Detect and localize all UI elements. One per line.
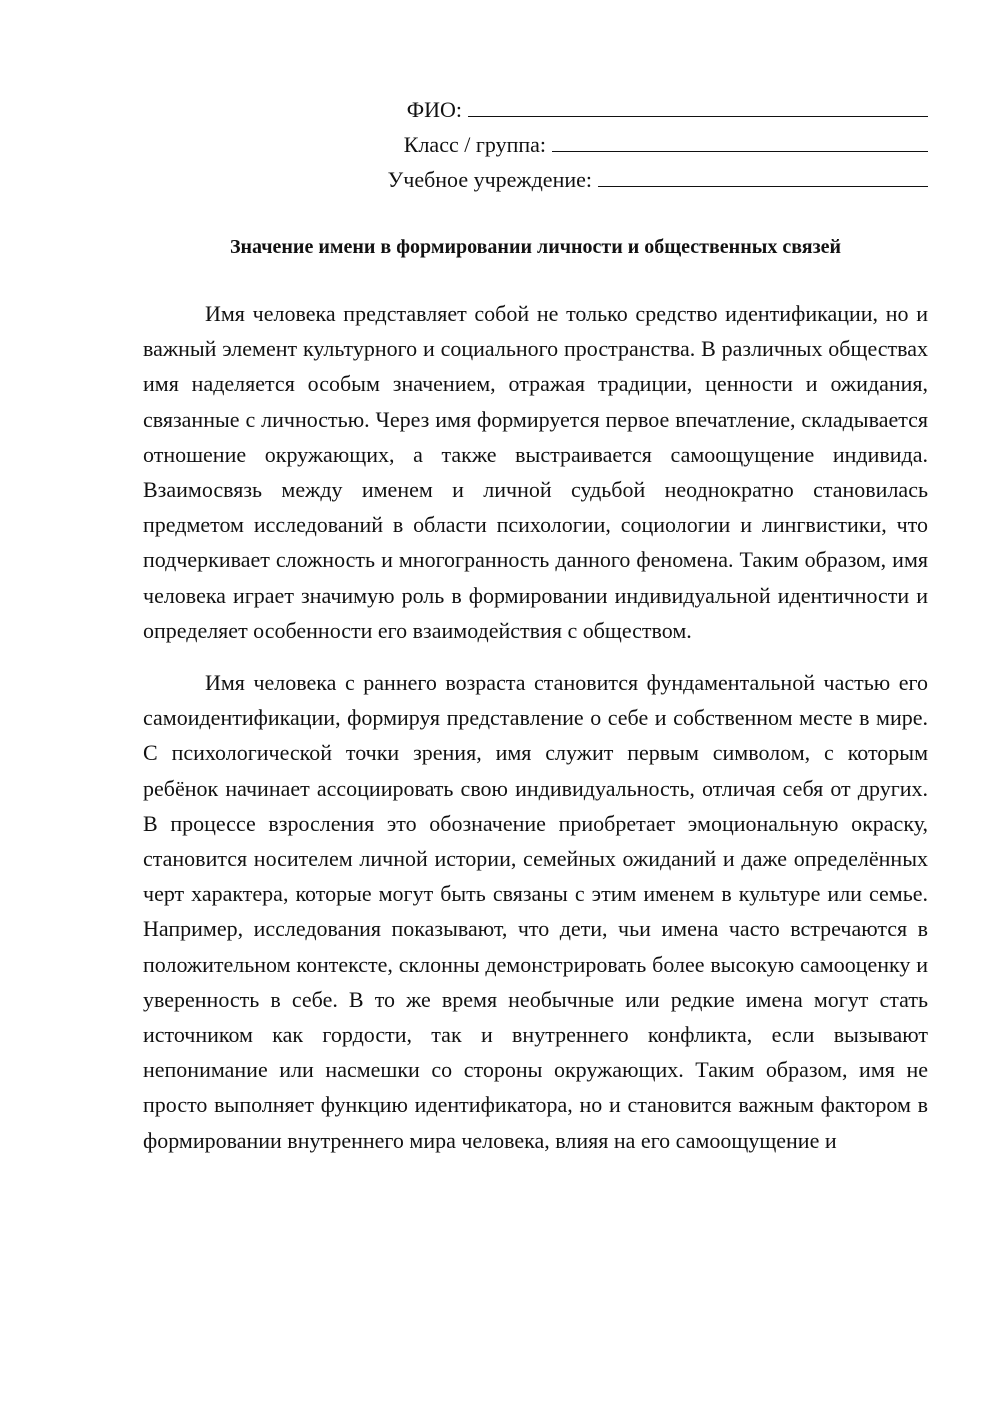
student-info-block	[328, 92, 928, 197]
full-name-label: ФИО:	[406, 97, 462, 122]
paragraph: Имя человека представляет собой не только средство идентификации, но и важный элемент культурного и социального пространства. В различных обществах имя наделяется особым значением, отражая традиции, ценности и ожидания, связанные с личностью. Через имя формируется первое впечатление, складывается отношение окружающих, а также выстраивается самоощущение индивида. Взаимосвязь между именем и личной судьбой неоднократно становилась предметом исследований в области психологии, социологии и лингвистики, что подчеркивает сложность и многогранность данного феномена. Таким образом, имя человека играет значимую роль в формировании индивидуальной идентичности и определяет особенности его взаимодействия с обществом.	[143, 301, 928, 643]
institution-field[interactable]	[328, 162, 928, 197]
institution-blank-line[interactable]	[598, 164, 928, 187]
document-title: Значение имени в формировании личности и общественных связей	[229, 236, 842, 258]
paragraph: Имя человека с раннего возраста становится фундаментальной частью его самоидентификации, формируя представление о себе и собственном месте в мире. С психологической точки зрения, имя служит первым символом, с которым ребёнок начинает ассоциировать свою индивидуальность, отличая себя от других. В процессе взросления это обозначение приобретает эмоциональную окраску, становится носителем личной истории, семейных ожиданий и даже определённых черт характера, которые могут быть связаны с этим именем в культуре или семье. Например, исследования показывают, что дети, чьи имена часто встречаются в положительном контексте, склонны демонстрировать более высокую самооценку и уверенность в себе. В то же время необычные или редкие имена могут стать источником как гордости, так и внутреннего конфликта, если вызывают непонимание или насмешки со стороны окружающих. Таким образом, имя не просто выполняет функцию идентификатора, но и становится важным фактором в формировании внутреннего мира человека, влияя на его самоощущение и	[143, 670, 928, 1153]
full-name-field[interactable]	[328, 92, 928, 127]
full-name-blank-line[interactable]	[468, 94, 928, 117]
institution-label: Учебное учреждение:	[387, 167, 592, 192]
class-group-field[interactable]	[328, 127, 928, 162]
class-group-blank-line[interactable]	[552, 129, 928, 152]
class-group-label: Класс / группа:	[403, 132, 546, 157]
document-body	[143, 296, 928, 1175]
